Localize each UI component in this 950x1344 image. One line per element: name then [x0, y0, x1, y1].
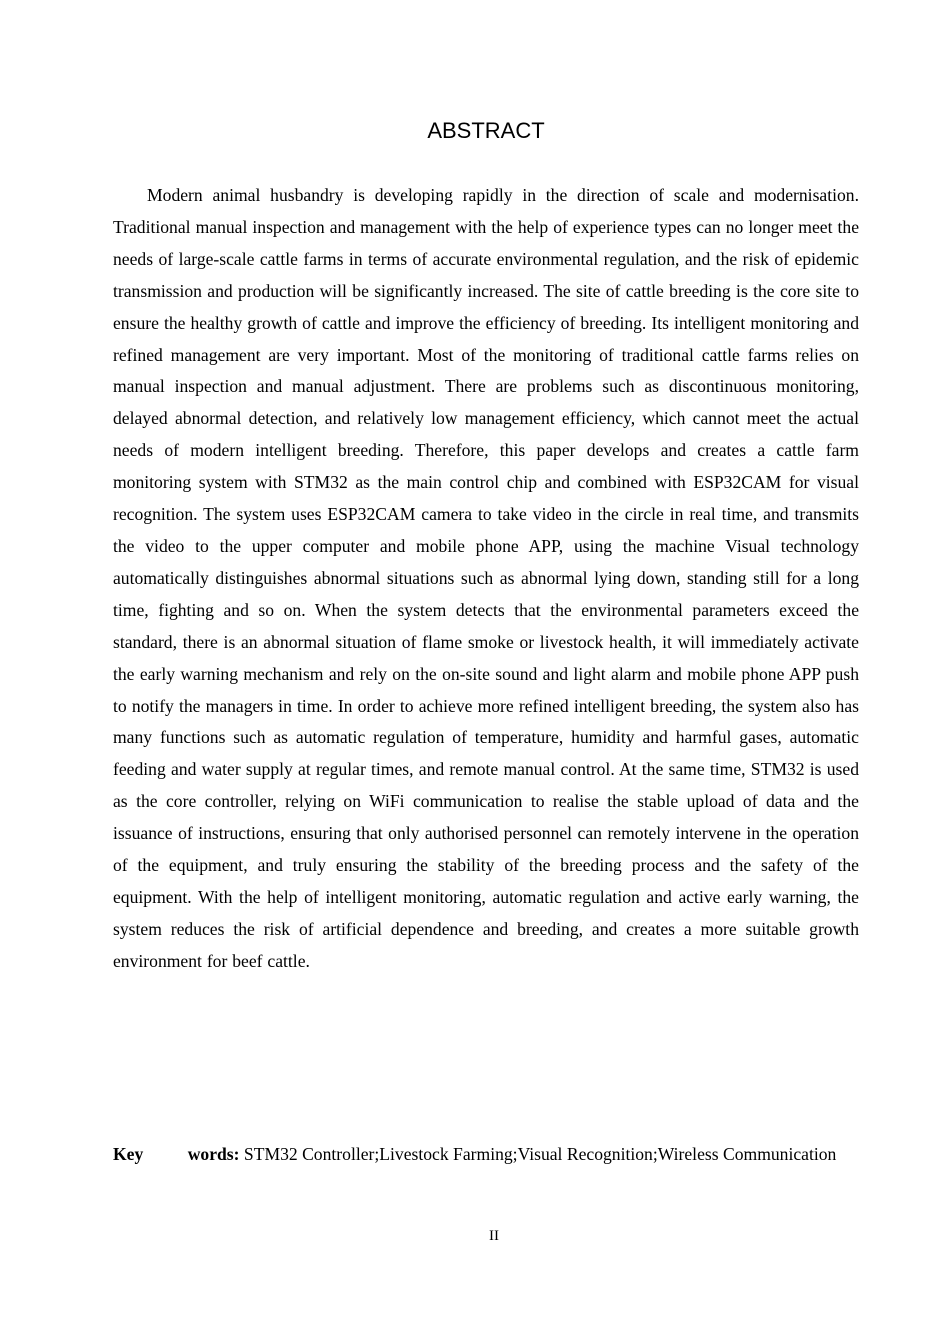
keywords-paragraph: [113, 1138, 859, 1170]
keywords-label: Key words:: [113, 1144, 240, 1164]
abstract-title: ABSTRACT: [427, 118, 545, 143]
keywords-text: STM32 Controller;Livestock Farming;Visual Recognition;Wireless Communication: [243, 1144, 837, 1164]
abstract-body-paragraph: Modern animal husbandry is developing rapidly in the direction of scale and modernisation. Traditional manual inspection and management with the help of experience types can no longer meet the needs of large-scale cattle farms in terms of accurate environmental regulation, and the risk of epidemic transmission and production will be significantly increased. The site of cattle breeding is the core site to ensure the healthy growth of cattle and improve the efficiency of breeding. Its intelligent monitoring and refined management are very important. Most of the monitoring of traditional cattle farms relies on manual inspection and manual adjustment. There are problems such as discontinuous monitoring, delayed abnormal detection, and relatively low management efficiency, which cannot meet the actual needs of modern intelligent breeding. Therefore, this paper develops and creates a cattle farm monitoring system with STM32 as the main control chip and combined with ESP32CAM for visual recognition. The system uses ESP32CAM camera to take video in the circle in real time, and transmits the video to the upper computer and mobile phone APP, using the machine Visual technology automatically distinguishes abnormal situations such as abnormal lying down, standing still for a long time, fighting and so on. When the system detects that the environmental parameters exceed the standard, there is an abnormal situation of flame smoke or livestock health, it will immediately activate the early warning mechanism and rely on the on-site sound and light alarm and mobile phone APP push to notify the managers in time. In order to achieve more refined intelligent breeding, the system also has many functions such as automatic regulation of temperature, humidity and harmful gases, automatic feeding and water supply at regular times, and remote manual control. At the same time, STM32 is used as the core controller, relying on WiFi communication to realise the stable upload of data and the issuance of instructions, ensuring that only authorised personnel can remotely intervene in the operation of the equipment, and truly ensuring the stability of the breeding process and the safety of the equipment. With the help of intelligent monitoring, automatic regulation and active early warning, the system reduces the risk of artificial dependence and breeding, and creates a more suitable growth environment for beef cattle.: [113, 185, 859, 971]
page-number: II: [489, 1228, 499, 1244]
